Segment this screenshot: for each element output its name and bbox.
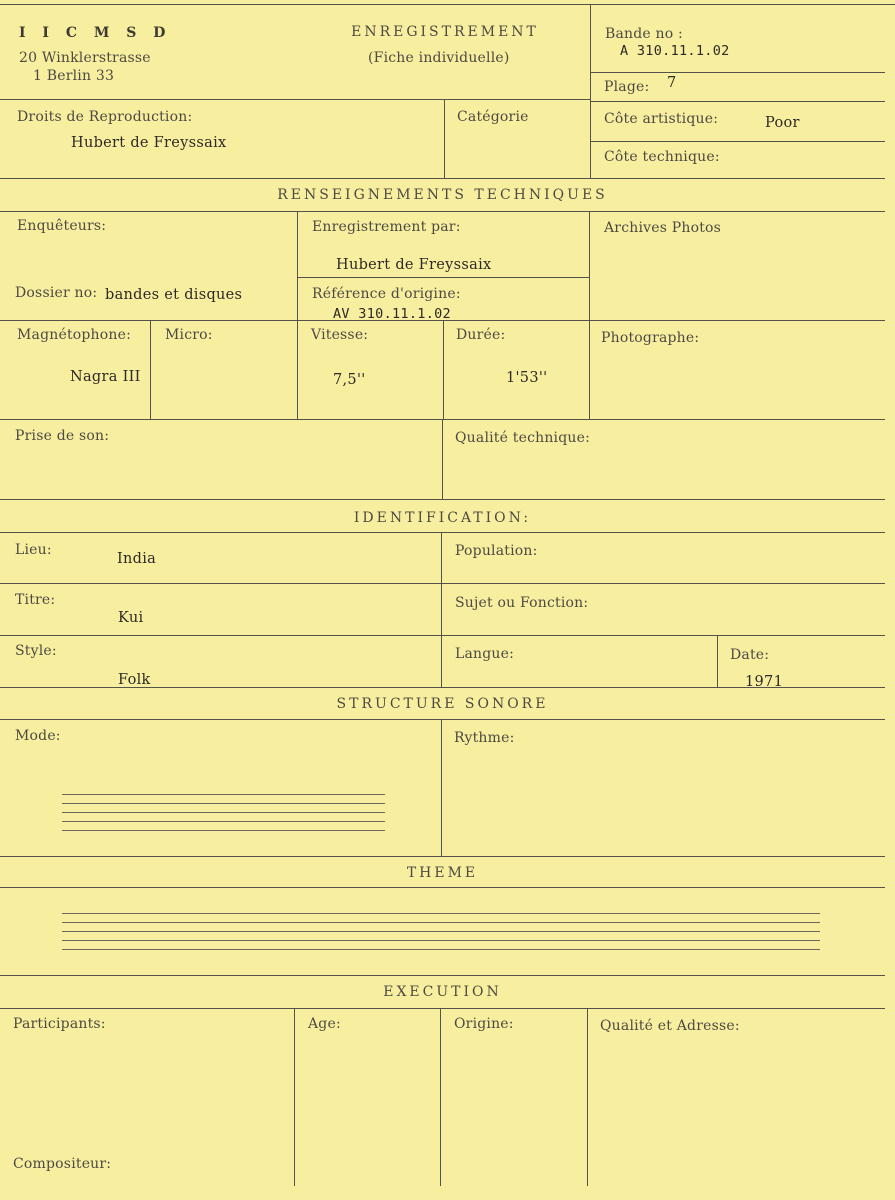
compositeur-label: Compositeur: [13, 1156, 112, 1172]
lieu-value: India [117, 551, 157, 567]
row-line-cote [590, 141, 885, 142]
bande-value: A 310.11.1.02 [620, 43, 730, 59]
cote-artistique-label: Côte artistique: [604, 111, 719, 127]
origine-label: Origine: [454, 1016, 514, 1032]
col-line-micro [150, 320, 151, 419]
qualite-technique-label: Qualité technique: [455, 430, 591, 446]
titre-label: Titre: [15, 592, 56, 608]
style-value: Folk [118, 672, 151, 688]
tech-heading: RENSEIGNEMENTS TECHNIQUES [277, 187, 608, 203]
mode-ruled-line [62, 794, 385, 795]
mode-ruled-line [62, 812, 385, 813]
participants-label: Participants: [13, 1016, 106, 1032]
row-line-ident-heading [0, 532, 885, 533]
droits-label: Droits de Reproduction: [17, 109, 193, 125]
reference-value: AV 310.11.1.02 [333, 306, 451, 322]
top-border [0, 4, 895, 5]
reference-label: Référence d'origine: [312, 286, 461, 302]
col-line-qualite [587, 1008, 588, 1186]
row-line-bande [590, 72, 885, 73]
lieu-label: Lieu: [15, 542, 52, 558]
langue-label: Langue: [455, 646, 515, 662]
cote-artistique-value: Poor [765, 115, 800, 131]
form-subtitle: (Fiche individuelle) [368, 50, 510, 66]
population-label: Population: [455, 543, 538, 559]
theme-ruled-line [62, 949, 820, 950]
col-line-tech-a [297, 211, 298, 419]
row-line-mode [0, 856, 885, 857]
row-line-theme [0, 975, 885, 976]
archives-photos-label: Archives Photos [604, 220, 722, 236]
row-line-prise [0, 499, 885, 500]
address-line-2: 1 Berlin 33 [33, 68, 115, 84]
photographe-label: Photographe: [601, 330, 700, 346]
form-title: ENREGISTREMENT [351, 24, 539, 40]
duree-value: 1'53'' [506, 370, 548, 386]
row-line-tech-heading [0, 211, 885, 212]
dossier-label: Dossier no: [15, 285, 98, 301]
enregistrement-par-label: Enregistrement par: [312, 219, 461, 235]
row-line-exec-heading [0, 1008, 885, 1009]
vitesse-value: 7,5'' [333, 372, 366, 388]
droits-value: Hubert de Freyssaix [71, 135, 227, 151]
row-line-lieu [0, 583, 885, 584]
categorie-label: Catégorie [457, 109, 529, 125]
row-line-rights [0, 178, 885, 179]
micro-label: Micro: [165, 327, 213, 343]
qualite-adresse-label: Qualité et Adresse: [600, 1018, 740, 1034]
bande-label: Bande no : [605, 26, 683, 42]
date-value: 1971 [745, 674, 784, 690]
plage-label: Plage: [604, 79, 650, 95]
style-label: Style: [15, 643, 57, 659]
mode-ruled-line [62, 821, 385, 822]
col-line-categorie [444, 99, 445, 178]
titre-value: Kui [118, 610, 144, 626]
row-line-titre [0, 635, 885, 636]
col-line-date [717, 635, 718, 687]
enqueteurs-label: Enquêteurs: [17, 218, 107, 234]
col-line-prise [442, 419, 443, 499]
col-line-duree [443, 320, 444, 419]
institute-logo: I I C M S D [19, 25, 172, 41]
mode-label: Mode: [15, 728, 61, 744]
theme-ruled-line [62, 931, 820, 932]
duree-label: Durée: [456, 327, 506, 343]
theme-heading: THEME [406, 865, 479, 881]
col-line-header [590, 4, 591, 178]
row-line-structure-heading [0, 719, 885, 720]
date-label: Date: [730, 647, 770, 663]
plage-value: 7 [667, 75, 677, 91]
magnetophone-label: Magnétophone: [17, 327, 132, 343]
row-line-enreg-par [297, 277, 590, 278]
theme-ruled-line [62, 913, 820, 914]
sujet-label: Sujet ou Fonction: [455, 595, 589, 611]
row-line-theme-heading [0, 887, 885, 888]
enregistrement-par-value: Hubert de Freyssaix [336, 257, 492, 273]
rythme-label: Rythme: [454, 730, 515, 746]
identification-heading: IDENTIFICATION: [353, 510, 532, 526]
col-line-ident [441, 532, 442, 687]
age-label: Age: [308, 1016, 341, 1032]
col-line-mode [441, 719, 442, 856]
row-line-plage [590, 101, 885, 102]
mode-ruled-line [62, 803, 385, 804]
cote-technique-label: Côte technique: [604, 149, 720, 165]
mode-ruled-line [62, 830, 385, 831]
dossier-value: bandes et disques [105, 287, 243, 303]
theme-ruled-line [62, 922, 820, 923]
address-line-1: 20 Winklerstrasse [19, 50, 151, 66]
structure-heading: STRUCTURE SONORE [336, 696, 549, 712]
col-line-origine [440, 1008, 441, 1186]
col-line-age [294, 1008, 295, 1186]
row-line-header [0, 99, 590, 100]
theme-ruled-line [62, 940, 820, 941]
vitesse-label: Vitesse: [311, 327, 369, 343]
col-line-tech-b [589, 211, 590, 419]
prise-de-son-label: Prise de son: [15, 428, 110, 444]
execution-heading: EXECUTION [383, 984, 502, 1000]
magnetophone-value: Nagra III [70, 369, 141, 385]
